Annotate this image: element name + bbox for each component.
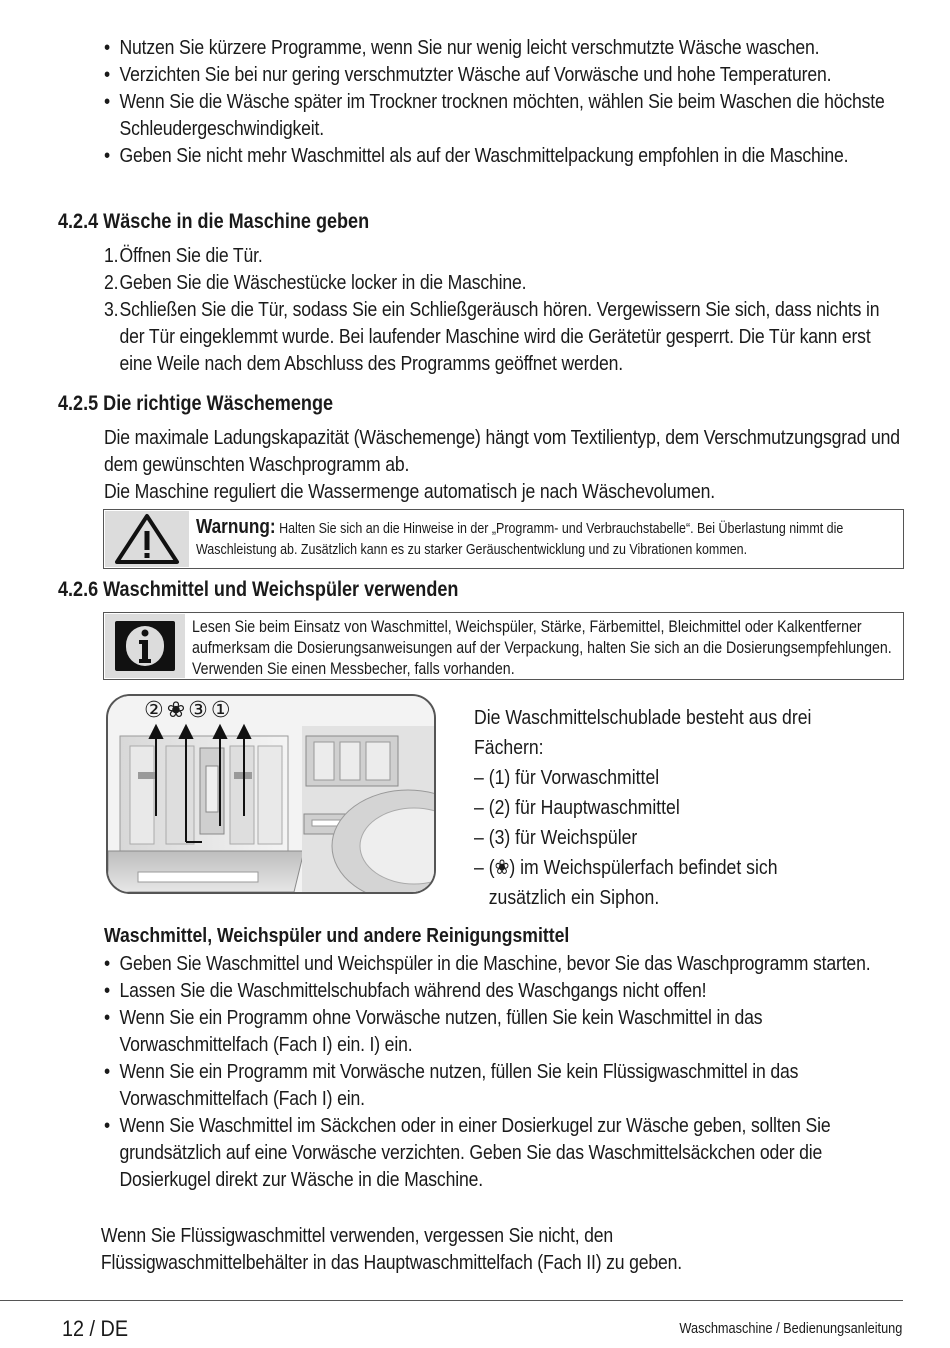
description-line: Die Waschmittelschublade besteht aus drei (474, 706, 812, 729)
section-heading-424: 4.2.4 Wäsche in die Maschine geben (58, 210, 370, 233)
list-item: • Wenn Sie die Wäsche später im Trockner trocknen möchten, wählen Sie beim Waschen die höchste Schleudergeschwindigkeit. (104, 88, 904, 142)
step-number: 3. (104, 298, 119, 321)
step-item (104, 242, 904, 269)
step-number: 1. (104, 244, 119, 267)
description-line: – (1) für Vorwaschmittel (474, 766, 660, 789)
description-line: – (2) für Hauptwaschmittel (474, 796, 680, 819)
info-box (103, 612, 904, 680)
step-item (104, 296, 904, 377)
section-heading-425: 4.2.5 Die richtige Wäschemenge (58, 392, 334, 415)
description-line: – (3) für Weichspüler (474, 826, 638, 849)
tips-list (104, 34, 904, 169)
warning-text (196, 517, 901, 561)
compartment-label-2: ② (144, 698, 167, 723)
step-number: 2. (104, 271, 119, 294)
paragraph: Die maximale Ladungskapazität (Wäschemenge) hängt vom Textilientyp, dem Verschmutzungsgrad und dem gewünschten Waschprogramm ab. (104, 426, 900, 476)
list-item: • Verzichten Sie bei nur gering verschmutzter Wäsche auf Vorwäsche und hohe Temperaturen. (104, 61, 904, 88)
detergent-bullets (104, 950, 904, 1193)
steps-list (104, 242, 904, 377)
description-line: Fächern: (474, 736, 544, 759)
list-item: • Wenn Sie Waschmittel im Säckchen oder in einer Dosierkugel zur Wäsche geben, sollten Sie grundsätzlich auf eine Vorwäsche verzichten. Geben Sie das Waschmittelsäckchen oder die Dosierkugel direkt zur Wäsche in die Maschine. (104, 1112, 904, 1193)
subsection-heading: Waschmittel, Weichspüler und andere Reinigungsmittel (104, 924, 570, 947)
page-number: 12 / DE (62, 1316, 129, 1341)
step-text: Öffnen Sie die Tür. (119, 244, 263, 267)
step-text: Schließen Sie die Tür, sodass Sie ein Schließgeräusch hören. Vergewissern Sie sich, dass nichts in der Tür eingeklemmt wurde. Bei laufender Maschine wird die Gerätetür gesperrt. Die Tür kann erst eine Weile nach dem Abschluss des Programms geöffnet werden. (119, 298, 880, 375)
warning-triangle-icon (105, 511, 189, 567)
paragraph: Die Maschine reguliert die Wassermenge automatisch je nach Wäschevolumen. (104, 480, 715, 503)
list-item: • Geben Sie Waschmittel und Weichspüler in die Maschine, bevor Sie das Waschprogramm starten. (104, 950, 904, 977)
section-heading-426: 4.2.6 Waschmittel und Weichspüler verwenden (58, 578, 459, 601)
info-text: Lesen Sie beim Einsatz von Waschmittel, Weichspüler, Stärke, Färbemittel, Bleichmittel oder Kalkentferner aufmerksam die Dosierungsanweisungen auf der Verpackung, halten Sie sich an die Dosierungsempfehlungen. Verwenden Sie einen Messbecher, falls vorhanden. (192, 618, 892, 678)
description-line: – (❀) im Weichspülerfach befindet sich (474, 856, 778, 879)
compartment-labels (144, 698, 234, 724)
list-item: • Nutzen Sie kürzere Programme, wenn Sie nur wenig leicht verschmutzte Wäsche waschen. (104, 34, 904, 61)
step-item (104, 269, 904, 296)
step-text: Geben Sie die Wäschestücke locker in die Maschine. (119, 271, 527, 294)
footer-divider (0, 1300, 903, 1301)
compartment-label-1: ① (210, 698, 234, 723)
list-item: • Lassen Sie die Waschmittelschubfach während des Waschgangs nicht offen! (104, 977, 904, 1004)
closing-paragraph: Wenn Sie Flüssigwaschmittel verwenden, vergessen Sie nicht, den Flüssigwaschmittelbehälter in das Hauptwaschmittelfach (Fach II) zu geben. (100, 1224, 683, 1274)
detergent-drawer-figure (106, 694, 436, 894)
list-item: • Geben Sie nicht mehr Waschmittel als auf der Waschmittelpackung empfohlen in die Maschine. (104, 142, 904, 169)
warning-label: Warnung: (196, 516, 276, 538)
description-line: zusätzlich ein Siphon. (474, 886, 660, 909)
drawer-description (474, 703, 921, 913)
compartment-label-3: ③ (188, 698, 211, 723)
list-item: • Wenn Sie ein Programm mit Vorwäsche nutzen, füllen Sie kein Flüssigwaschmittel in das Vorwaschmittelfach (Fach I) ein. (104, 1058, 904, 1112)
compartment-label-softener: ❀ (166, 698, 189, 723)
list-item: • Wenn Sie ein Programm ohne Vorwäsche nutzen, füllen Sie kein Waschmittel in das Vorwaschmittelfach (Fach I) ein. I) ein. (104, 1004, 904, 1058)
warning-box (103, 509, 904, 569)
warning-body: Halten Sie sich an die Hinweise in der „Programm- und Verbrauchstabelle“. Bei Überlastung nimmt die Waschleistung ab. Zusätzlich kann es zu starker Geräuschentwicklung und zu Vibrationen kommen. (196, 521, 844, 558)
info-icon (105, 614, 185, 678)
document-title: Waschmaschine / Bedienungsanleitung (679, 1321, 902, 1337)
